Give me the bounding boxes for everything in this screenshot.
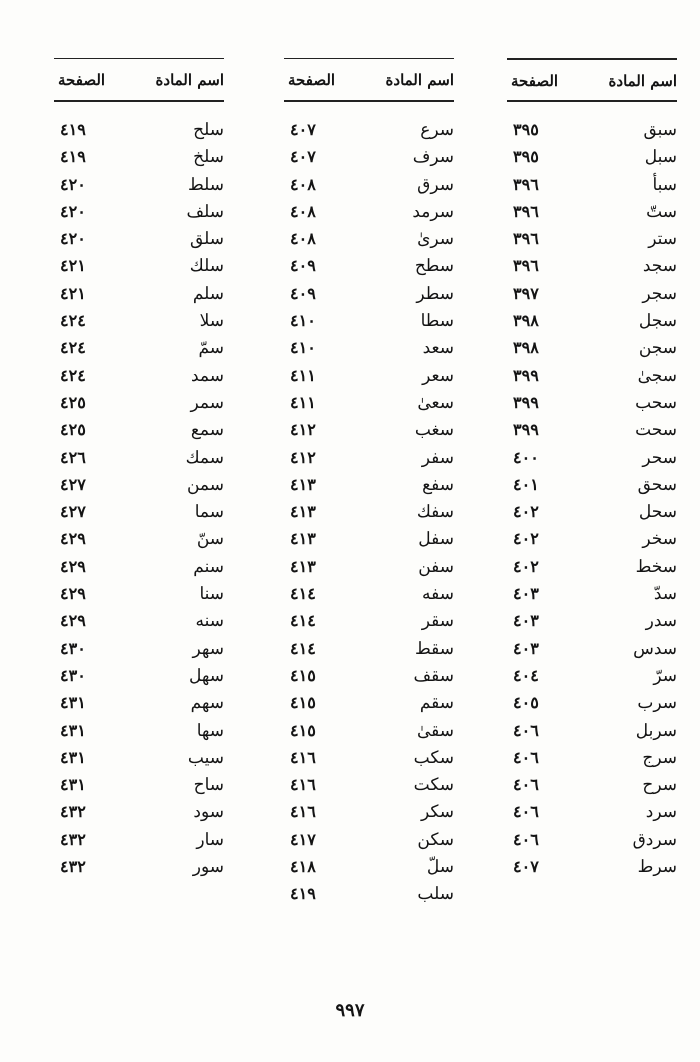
entry-page-number: ٣٩٨	[513, 311, 539, 331]
index-entry-row	[54, 254, 224, 281]
entry-word: سبق	[643, 120, 677, 140]
entry-word: سرىٰ	[417, 229, 454, 250]
index-entry-row	[54, 582, 224, 609]
entry-page-number: ٤٣٠	[60, 665, 86, 685]
entry-word: سعد	[422, 338, 454, 359]
entry-word: سقىٰ	[416, 720, 454, 741]
entry-word: سجد	[642, 256, 677, 277]
entry-page-number: ٤١٧	[290, 829, 316, 849]
entry-page-number: ٤١٥	[290, 693, 316, 713]
entry-page-number: ٤٢٦	[60, 447, 86, 467]
index-entry-row	[284, 882, 454, 909]
entry-word: سنا	[199, 584, 224, 605]
entry-word: سفع	[422, 474, 454, 495]
index-entry-row	[54, 746, 224, 773]
index-entry-row	[54, 773, 224, 800]
entry-page-number: ٤١٩	[290, 884, 316, 904]
entry-word: سبل	[644, 147, 677, 168]
entry-word: سربل	[635, 720, 677, 741]
entry-page-number: ٤٠٢	[513, 529, 539, 549]
entry-page-number: ٣٩٩	[513, 420, 539, 440]
index-entry-row	[507, 637, 677, 664]
entry-word: سهر	[192, 638, 224, 659]
entry-page-number: ٤١٢	[290, 420, 316, 440]
entry-page-number: ٤٠٨	[290, 174, 316, 194]
index-entry-row	[54, 173, 224, 200]
entry-word: ساح	[193, 775, 224, 796]
entry-word: سقر	[421, 611, 454, 632]
entry-word: سلم	[192, 283, 224, 304]
index-entry-row	[284, 609, 454, 636]
entry-word: سعىٰ	[417, 392, 454, 413]
entry-page-number: ٤٠٢	[513, 556, 539, 576]
entry-page-number: ٤٠٦	[513, 802, 539, 822]
index-entry-row	[507, 391, 677, 418]
header-name-label: اسم المادة	[608, 72, 677, 90]
entry-word: سرج	[642, 747, 677, 768]
index-entry-row	[54, 336, 224, 363]
entry-page-number: ٤٠٢	[513, 502, 539, 522]
index-entry-row	[54, 664, 224, 691]
entry-page-number: ٤٠٨	[290, 229, 316, 249]
entry-page-number: ٤٢٩	[60, 584, 86, 604]
entry-page-number: ٤٠٨	[290, 201, 316, 221]
entry-word: سما	[194, 502, 224, 523]
index-entry-row	[507, 254, 677, 281]
entry-page-number: ٤٣١	[60, 775, 86, 795]
entry-word: سمك	[185, 447, 224, 468]
index-rows	[507, 118, 677, 882]
entry-page-number: ٤٢٤	[60, 338, 86, 358]
entry-word: سلف	[186, 201, 224, 222]
entry-word: سيب	[187, 747, 224, 768]
entry-page-number: ٤١٣	[290, 529, 316, 549]
index-entry-row	[54, 855, 224, 882]
entry-page-number: ٤٠٣	[513, 584, 539, 604]
entry-page-number: ٣٩٦	[513, 256, 539, 276]
entry-word: سطا	[420, 311, 454, 332]
index-entry-row	[284, 364, 454, 391]
column-header	[507, 58, 677, 102]
entry-word: سرب	[637, 693, 677, 714]
entry-page-number: ٤٢٧	[60, 474, 86, 494]
entry-page-number: ٤١١	[290, 365, 316, 385]
entry-word: سطر	[416, 283, 454, 304]
entry-page-number: ٤٠٩	[290, 283, 316, 303]
index-entry-row	[54, 145, 224, 172]
entry-word: سخط	[635, 556, 677, 577]
entry-page-number: ٣٩٦	[513, 201, 539, 221]
index-entry-row	[54, 309, 224, 336]
entry-word: سجىٰ	[637, 365, 677, 386]
entry-page-number: ٤١٨	[290, 857, 316, 877]
entry-word: سطح	[414, 256, 454, 277]
index-entry-row	[507, 555, 677, 582]
entry-word: سرع	[420, 120, 454, 140]
entry-word: سحق	[637, 474, 677, 495]
index-entry-row	[284, 664, 454, 691]
entry-page-number: ٣٩٥	[513, 120, 539, 139]
entry-page-number: ٣٩٧	[513, 283, 539, 303]
entry-word: سدّ	[653, 584, 677, 605]
index-entry-row	[54, 555, 224, 582]
entry-word: سغب	[414, 420, 454, 441]
entry-word: سمع	[190, 420, 224, 441]
entry-word: سنّ	[196, 529, 224, 550]
entry-page-number: ٤٣١	[60, 693, 86, 713]
index-entry-row	[284, 746, 454, 773]
entry-page-number: ٤٠٦	[513, 775, 539, 795]
index-entry-row	[284, 145, 454, 172]
index-entry-row	[284, 282, 454, 309]
index-entry-row	[507, 200, 677, 227]
entry-page-number: ٤٠٣	[513, 611, 539, 631]
entry-word: سنه	[195, 611, 224, 632]
entry-page-number: ٤١٥	[290, 720, 316, 740]
entry-word: سردق	[632, 829, 677, 850]
index-rows	[54, 118, 224, 882]
entry-word: سفن	[418, 556, 454, 577]
entry-word: سفه	[422, 584, 454, 605]
index-entry-row	[507, 582, 677, 609]
index-entry-row	[54, 719, 224, 746]
entry-page-number: ٤٠٠	[513, 447, 539, 467]
index-entry-row	[54, 637, 224, 664]
index-entry-row	[54, 527, 224, 554]
index-rows	[284, 118, 454, 910]
index-entry-row	[284, 418, 454, 445]
entry-page-number: ٤٠٥	[513, 693, 539, 713]
index-entry-row	[54, 364, 224, 391]
index-entry-row	[284, 527, 454, 554]
entry-page-number: ٤٠١	[513, 474, 539, 494]
entry-word: سهل	[189, 665, 224, 686]
index-entry-row	[284, 227, 454, 254]
index-entry-row	[507, 746, 677, 773]
entry-page-number: ٤١٦	[290, 747, 316, 767]
entry-word: سرمد	[412, 201, 454, 222]
entry-page-number: ٤٢٠	[60, 229, 86, 249]
entry-page-number: ٣٩٦	[513, 229, 539, 249]
entry-word: ستر	[648, 229, 677, 250]
entry-page-number: ٤٢١	[60, 256, 86, 276]
entry-page-number: ٤٠٩	[290, 256, 316, 276]
entry-word: سهم	[190, 693, 224, 714]
column-header	[284, 58, 454, 102]
entry-page-number: ٣٩٥	[513, 147, 539, 167]
entry-word: سمّ	[198, 338, 224, 359]
entry-word: سبأ	[652, 174, 677, 195]
entry-page-number: ٤٠٧	[290, 120, 316, 139]
header-page-label: الصفحة	[288, 71, 336, 89]
entry-word: ستّ	[646, 201, 677, 222]
entry-page-number: ٤١٤	[290, 638, 316, 658]
index-entry-row	[54, 446, 224, 473]
entry-page-number: ٤١٥	[290, 665, 316, 685]
index-entry-row	[54, 800, 224, 827]
index-entry-row	[284, 828, 454, 855]
entry-page-number: ٤١٩	[60, 120, 86, 139]
entry-page-number: ٤٠٦	[513, 829, 539, 849]
entry-word: سمن	[186, 474, 224, 495]
index-entry-row	[284, 173, 454, 200]
index-entry-row	[284, 336, 454, 363]
entry-word: سكب	[413, 747, 454, 768]
entry-word: سحر	[642, 447, 677, 468]
index-entry-row	[507, 473, 677, 500]
entry-page-number: ٣٩٩	[513, 365, 539, 385]
index-entry-row	[507, 173, 677, 200]
index-entry-row	[507, 828, 677, 855]
entry-page-number: ٤١٠	[290, 311, 316, 331]
entry-word: سرف	[412, 147, 454, 168]
entry-word: سرط	[637, 857, 677, 878]
entry-word: سنم	[193, 556, 224, 577]
index-entry-row	[284, 637, 454, 664]
index-entry-row	[284, 446, 454, 473]
entry-page-number: ٣٩٨	[513, 338, 539, 358]
index-entry-row	[507, 664, 677, 691]
index-entry-row	[284, 855, 454, 882]
entry-page-number: ٤٠٤	[513, 665, 539, 685]
entry-word: سرح	[642, 775, 677, 796]
entry-word: سكر	[420, 802, 454, 823]
entry-page-number: ٤١٩	[60, 147, 86, 167]
entry-word: سكت	[413, 775, 454, 796]
entry-word: سمد	[191, 365, 224, 386]
entry-word: سور	[192, 857, 224, 878]
entry-page-number: ٤٠٦	[513, 747, 539, 767]
index-entry-row	[284, 555, 454, 582]
entry-page-number: ٤٣١	[60, 747, 86, 767]
entry-page-number: ٤٢٤	[60, 311, 86, 331]
index-entry-row	[54, 200, 224, 227]
entry-word: سفر	[421, 447, 454, 468]
index-entry-row	[284, 773, 454, 800]
index-entry-row	[54, 282, 224, 309]
entry-page-number: ٤٢٩	[60, 529, 86, 549]
index-entry-row	[507, 364, 677, 391]
header-name-label: اسم المادة	[385, 71, 454, 89]
index-entry-row	[507, 309, 677, 336]
index-entry-row	[54, 118, 224, 145]
index-entry-row	[507, 800, 677, 827]
entry-word: سود	[193, 802, 224, 823]
entry-word: سلا	[199, 311, 224, 332]
index-entry-row	[54, 391, 224, 418]
index-entry-row	[507, 336, 677, 363]
index-entry-row	[284, 254, 454, 281]
index-entry-row	[54, 828, 224, 855]
index-entry-row	[284, 118, 454, 145]
index-entry-row	[507, 855, 677, 882]
entry-word: سعر	[422, 365, 454, 386]
entry-page-number: ٤١٤	[290, 611, 316, 631]
entry-page-number: ٤١٦	[290, 775, 316, 795]
index-entry-row	[284, 309, 454, 336]
index-entry-row	[507, 691, 677, 718]
header-page-label: الصفحة	[511, 72, 559, 90]
index-entry-row	[507, 145, 677, 172]
entry-word: سفك	[416, 502, 454, 523]
entry-page-number: ٤٢٥	[60, 392, 86, 412]
index-entry-row	[54, 418, 224, 445]
entry-page-number: ٤٠٣	[513, 638, 539, 658]
entry-word: سرد	[645, 802, 677, 823]
entry-page-number: ٤٣٢	[60, 829, 86, 849]
index-column-right	[507, 58, 677, 882]
entry-page-number: ٤٣٢	[60, 802, 86, 822]
entry-word: سدر	[645, 611, 677, 632]
entry-page-number: ٤١٣	[290, 502, 316, 522]
entry-page-number: ٤٢٠	[60, 174, 86, 194]
entry-page-number: ٤٢٠	[60, 201, 86, 221]
index-entry-row	[507, 282, 677, 309]
index-column-middle	[284, 58, 454, 910]
entry-word: سلح	[193, 120, 224, 140]
entry-word: سلب	[417, 884, 454, 905]
entry-page-number: ٤١٣	[290, 556, 316, 576]
column-header	[54, 58, 224, 102]
page-number: ٩٩٧	[335, 1000, 365, 1021]
entry-page-number: ٤٣٠	[60, 638, 86, 658]
entry-word: سمر	[190, 392, 224, 413]
index-entry-row	[284, 500, 454, 527]
index-entry-row	[284, 582, 454, 609]
entry-word: سحب	[635, 392, 677, 413]
entry-page-number: ٤٢١	[60, 283, 86, 303]
index-entry-row	[284, 200, 454, 227]
entry-word: سرّ	[653, 665, 677, 686]
entry-word: سقم	[419, 693, 454, 714]
entry-word: سلخ	[193, 147, 224, 168]
entry-page-number: ٤٢٥	[60, 420, 86, 440]
header-name-label: اسم المادة	[155, 71, 224, 89]
index-entry-row	[507, 527, 677, 554]
entry-word: سجل	[638, 311, 677, 332]
entry-word: سقط	[415, 638, 454, 659]
entry-page-number: ٤١٠	[290, 338, 316, 358]
index-entry-row	[507, 609, 677, 636]
entry-page-number: ٤١٦	[290, 802, 316, 822]
entry-page-number: ٣٩٦	[513, 174, 539, 194]
entry-page-number: ٤١٤	[290, 584, 316, 604]
entry-word: سار	[196, 829, 224, 850]
index-entry-row	[507, 719, 677, 746]
index-entry-row	[507, 773, 677, 800]
entry-word: سجر	[642, 283, 677, 304]
entry-word: سفل	[418, 529, 454, 550]
index-entry-row	[284, 691, 454, 718]
entry-page-number: ٣٩٩	[513, 392, 539, 412]
entry-page-number: ٤٠٧	[513, 857, 539, 877]
index-entry-row	[54, 473, 224, 500]
index-entry-row	[54, 691, 224, 718]
header-page-label: الصفحة	[58, 71, 106, 89]
entry-word: سها	[196, 720, 224, 741]
entry-page-number: ٤٠٧	[290, 147, 316, 167]
entry-word: سقف	[413, 665, 454, 686]
entry-page-number: ٤٢٤	[60, 365, 86, 385]
entry-page-number: ٤١٢	[290, 447, 316, 467]
entry-word: سخر	[642, 529, 677, 550]
entry-page-number: ٤٢٩	[60, 556, 86, 576]
entry-word: سحت	[635, 420, 677, 441]
index-entry-row	[284, 800, 454, 827]
index-entry-row	[507, 227, 677, 254]
index-entry-row	[284, 391, 454, 418]
entry-word: سدس	[633, 638, 677, 659]
index-entry-row	[507, 500, 677, 527]
index-entry-row	[507, 118, 677, 145]
entry-page-number: ٤٢٩	[60, 611, 86, 631]
index-entry-row	[284, 719, 454, 746]
entry-word: سكن	[417, 829, 454, 850]
entry-page-number: ٤٠٦	[513, 720, 539, 740]
entry-page-number: ٤٣٢	[60, 857, 86, 877]
entry-word: سلّ	[426, 857, 454, 878]
entry-word: سلق	[189, 229, 224, 250]
entry-page-number: ٤٢٧	[60, 502, 86, 522]
entry-word: سرق	[417, 174, 454, 195]
index-column-left	[54, 58, 224, 882]
entry-word: سلك	[189, 256, 224, 277]
index-entry-row	[507, 446, 677, 473]
index-entry-row	[54, 227, 224, 254]
entry-word: سحل	[638, 502, 677, 523]
entry-word: سجن	[638, 338, 677, 359]
index-entry-row	[284, 473, 454, 500]
entry-page-number: ٤١٣	[290, 474, 316, 494]
entry-word: سلط	[187, 174, 224, 195]
index-entry-row	[54, 609, 224, 636]
entry-page-number: ٤٣١	[60, 720, 86, 740]
index-entry-row	[507, 418, 677, 445]
entry-page-number: ٤١١	[290, 392, 316, 412]
index-entry-row	[54, 500, 224, 527]
